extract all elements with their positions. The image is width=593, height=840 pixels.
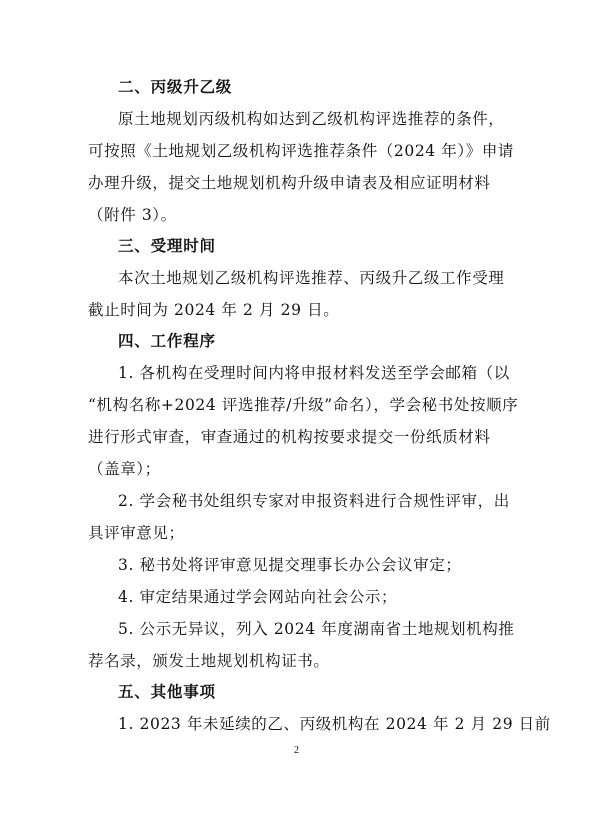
paragraph-line: 办理升级，提交土地规划机构升级申请表及相应证明材料	[88, 174, 491, 192]
section-heading-acceptance-time: 三、受理时间	[118, 237, 216, 255]
paragraph-line: 荐名录，颁发土地规划机构证书。	[88, 652, 330, 670]
section-heading-other-matters: 五、其他事项	[118, 683, 216, 701]
section-heading-upgrade: 二、丙级升乙级	[118, 78, 233, 96]
section-heading-procedure: 四、工作程序	[118, 332, 216, 350]
paragraph-line: 1. 2023 年未延续的乙、丙级机构在 2024 年 2 月 29 日前	[118, 715, 551, 733]
paragraph-line: “机构名称+2024 评选推荐/升级”命名），学会秘书处按顺序	[88, 396, 519, 414]
paragraph-line: 截止时间为 2024 年 2 月 29 日。	[88, 301, 340, 319]
paragraph-line: 进行形式审查，审查通过的机构按要求提交一份纸质材料	[88, 428, 491, 446]
paragraph-line: 具评审意见；	[88, 524, 185, 542]
paragraph-line: （附件 3）。	[88, 206, 177, 224]
paragraph-line: 本次土地规划乙级机构评选推荐、丙级升乙级工作受理	[118, 269, 505, 287]
paragraph-line: 1. 各机构在受理时间内将申报材料发送至学会邮箱（以	[118, 364, 510, 382]
paragraph-line: 5. 公示无异议，列入 2024 年度湖南省土地规划机构推	[118, 620, 515, 638]
paragraph-line: 原土地规划丙级机构如达到乙级机构评选推荐的条件，	[118, 110, 505, 128]
paragraph-line: 3. 秘书处将评审意见提交理事长办公会议审定；	[118, 556, 462, 574]
page-number: 2	[294, 745, 299, 756]
paragraph-line: 4. 审定结果通过学会网站向社会公示；	[118, 588, 398, 606]
paragraph-line: 2. 学会秘书处组织专家对申报资料进行合规性评审，出	[118, 492, 510, 510]
paragraph-line: （盖章）；	[88, 460, 161, 478]
paragraph-line: 可按照《土地规划乙级机构评选推荐条件（2024 年）》申请	[88, 142, 515, 160]
